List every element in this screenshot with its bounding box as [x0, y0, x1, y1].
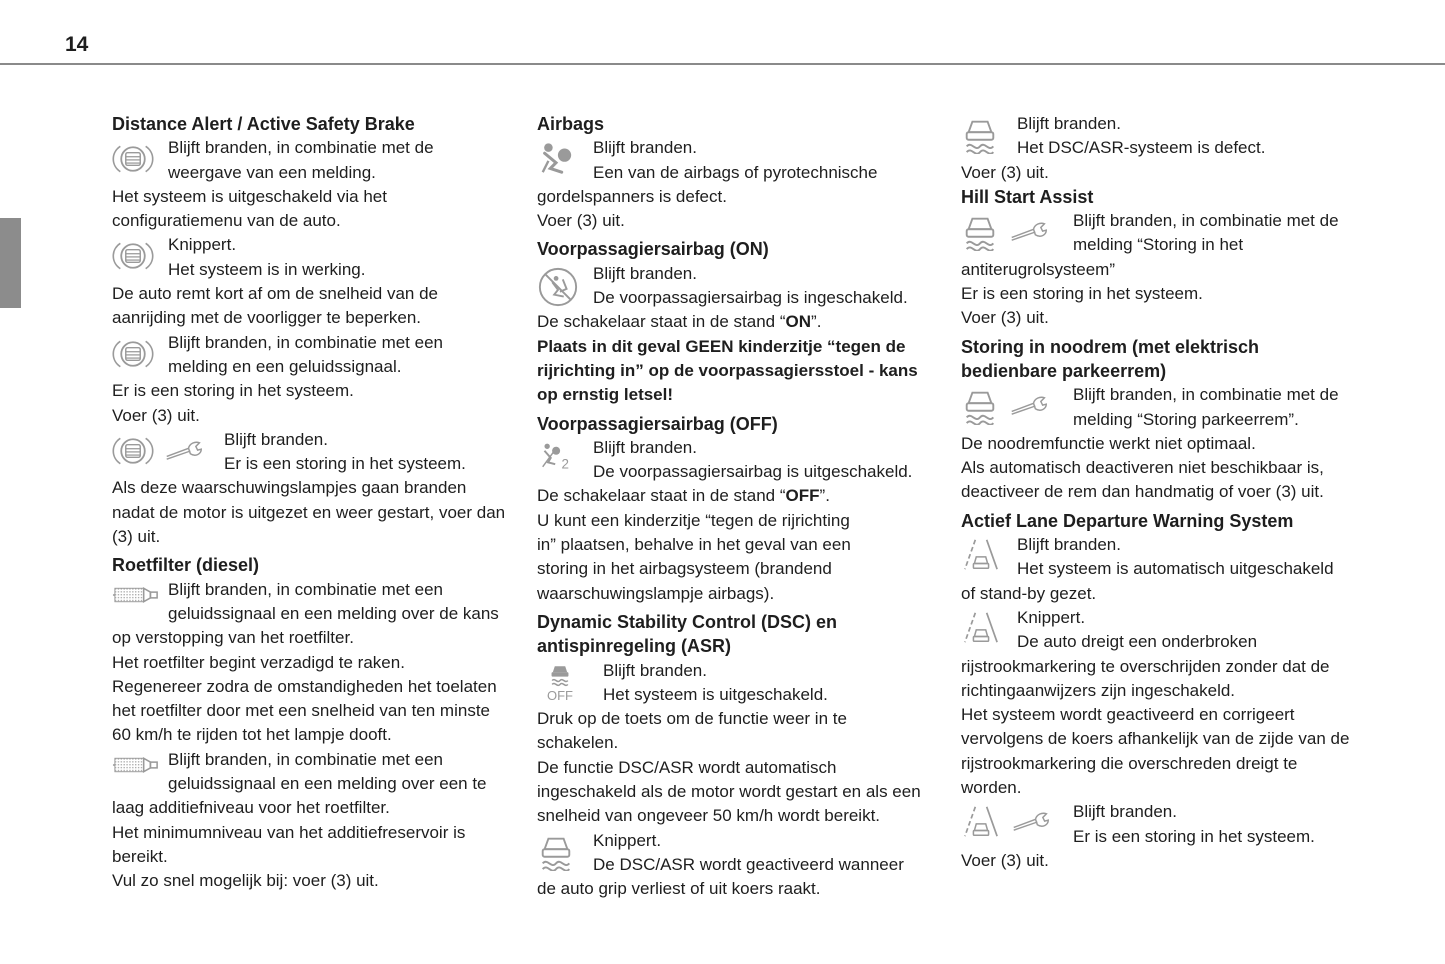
airbag-on-switch-text: De schakelaar staat in de stand “ON”.	[537, 312, 822, 332]
soot-filter-text-1c: Regenereer zodra de omstandigheden het toelaten het roetfilter door met een snelheid van ten minste 60 km/h te rijden tot het lampje dooft.	[112, 676, 497, 745]
distance-alert-text-3a: Er is een storing in het systeem.	[112, 381, 354, 401]
wrench-icon	[1009, 395, 1049, 417]
soot-filter-text-1a: op verstopping van het roetfilter.	[112, 628, 354, 648]
soot-filter-heading: Roetfilter (diesel)	[112, 555, 260, 576]
hill-start-b1-line1: Blijft branden, in combinatie met de	[1073, 211, 1339, 231]
airbag-icon	[537, 140, 575, 176]
distance-alert-row-1	[112, 136, 512, 185]
airbag-on-heading: Voorpassagiersairbag (ON)	[537, 239, 769, 260]
soot-filter-text-1b: Het roetfilter begint verzadigd te raken.	[112, 652, 405, 672]
distance-alert-text-4: Als deze waarschuwingslampjes gaan branden nadat de motor is uitgezet en weer gestart, voer dan (3) uit.	[112, 478, 506, 547]
particle-filter-icon	[112, 582, 160, 608]
section-tab	[0, 218, 21, 308]
airbag-off-b1-line1: Blijft branden.	[593, 437, 697, 457]
dsc-fault-line2: Het DSC/ASR-systeem is defect.	[1017, 138, 1266, 158]
distance-alert-row-3	[112, 331, 512, 380]
passenger-airbag-on-icon	[537, 266, 579, 308]
airbag-off-heading: Voorpassagiersairbag (OFF)	[537, 413, 778, 434]
soot-filter-row-2	[112, 748, 512, 797]
dsc-b2-line2: De DSC/ASR wordt geactiveerd wanneer	[593, 854, 904, 874]
emergency-brake-text-1b: Als automatisch deactiveren niet beschikbaar is, deactiveer de rem dan handmatig of voer (3) uit.	[961, 458, 1324, 502]
dsc-heading: Dynamic Stability Control (DSC) en antispinregeling (ASR)	[537, 611, 838, 657]
airbags-text-1a: gordelspanners is defect.	[537, 186, 727, 206]
soot-filter-text-2a: laag additiefniveau voor het roetfilter.	[112, 798, 390, 818]
lane-departure-b1-line1: Blijft branden.	[1017, 535, 1121, 555]
soot-filter-text-2c: Vul zo snel mogelijk bij: voer (3) uit.	[112, 871, 379, 891]
distance-alert-row-2	[112, 233, 512, 282]
lane-departure-b2-line2: De auto dreigt een onderbroken	[1017, 632, 1258, 652]
lane-departure-row-1	[961, 533, 1361, 582]
soot-filter-row-1	[112, 578, 512, 627]
distance-alert-b4-line2: Er is een storing in het systeem.	[224, 454, 466, 474]
header-rule	[0, 63, 1445, 65]
column-right	[961, 112, 1361, 873]
airbag-on-b1-line2: De voorpassagiersairbag is ingeschakeld.	[593, 288, 908, 308]
hill-start-row-1	[961, 209, 1361, 258]
emergency-brake-b1-line2: melding “Storing parkeerrem”.	[1073, 409, 1299, 429]
lane-departure-icon	[961, 537, 1001, 573]
wrench-icon	[1011, 811, 1051, 833]
dsc-b1-line1: Blijft branden.	[603, 660, 707, 680]
airbags-text-1b: Voer (3) uit.	[537, 211, 625, 231]
soot-filter-text-2b: Het minimumniveau van het additiefreservoir is bereikt.	[112, 822, 466, 866]
distance-alert-b2-line1: Knippert.	[168, 235, 237, 255]
dsc-fault-line1: Blijft branden.	[1017, 114, 1121, 133]
lane-departure-heading: Actief Lane Departure Warning System	[961, 510, 1294, 531]
emergency-brake-b1-line1: Blijft branden, in combinatie met de	[1073, 385, 1339, 405]
distance-alert-row-4	[112, 428, 512, 477]
wrench-icon	[164, 440, 204, 462]
lane-departure-row-3	[961, 800, 1361, 849]
dsc-off-icon	[547, 663, 573, 689]
soot-filter-b2-line2: geluidssignaal en een melding over een te	[168, 774, 487, 794]
brake-warning-icon	[112, 335, 154, 373]
airbags-heading: Airbags	[537, 114, 605, 134]
airbags-b1-line1: Blijft branden.	[593, 138, 697, 158]
emergency-brake-text-1a: De noodremfunctie werkt niet optimaal.	[961, 433, 1256, 453]
hill-start-heading: Hill Start Assist	[961, 186, 1094, 207]
airbag-on-warning: Plaats in dit geval GEEN kinderzitje “tegen de rijrichting in” op de voorpassagiersstoel - kans op ernstig letsel!	[537, 336, 918, 405]
lane-departure-text-3: Voer (3) uit.	[961, 850, 1049, 870]
distance-alert-b1-line2: weergave van een melding.	[168, 162, 376, 182]
dsc-row-2	[537, 829, 932, 878]
airbag-off-row-1	[537, 436, 932, 485]
emergency-brake-row-1	[961, 383, 1361, 432]
lane-departure-b1-line2: Het systeem is automatisch uitgeschakeld	[1017, 559, 1334, 579]
dsc-fault-row	[961, 112, 1361, 161]
airbag-off-switch-text: De schakelaar staat in de stand “OFF”.	[537, 486, 830, 506]
lane-departure-icon	[961, 804, 1001, 840]
soot-filter-b1-line1: Blijft branden, in combinatie met een	[168, 579, 443, 599]
distance-alert-heading: Distance Alert / Active Safety Brake	[112, 114, 415, 134]
dsc-fault-text: Voer (3) uit.	[961, 162, 1049, 182]
lane-departure-text-1: of stand-by gezet.	[961, 583, 1097, 603]
dsc-icon	[537, 833, 575, 871]
dsc-b1-line2: Het systeem is uitgeschakeld.	[603, 684, 828, 704]
brake-warning-icon	[112, 237, 154, 275]
lane-departure-row-2	[961, 606, 1361, 655]
dsc-text-1a: Druk op de toets om de functie weer in te schakelen.	[537, 709, 847, 753]
lane-departure-b2-line1: Knippert.	[1017, 607, 1086, 627]
distance-alert-text-2: De auto remt kort af om de snelheid van de aanrijding met de voorligger te beperken.	[112, 284, 439, 328]
distance-alert-b4-line1: Blijft branden.	[224, 429, 328, 449]
lane-departure-text-2a: rijstrookmarkering te overschrijden zonder dat de richtingaanwijzers zijn ingeschakeld.	[961, 656, 1330, 700]
brake-warning-icon	[112, 432, 154, 470]
page-number: 14	[65, 33, 89, 56]
distance-alert-b3-line2: melding en een geluidssignaal.	[168, 356, 402, 376]
hill-start-text-1c: Voer (3) uit.	[961, 308, 1049, 328]
dsc-icon	[961, 387, 999, 425]
brake-warning-icon	[112, 140, 154, 178]
dsc-off-label: OFF	[547, 687, 573, 703]
soot-filter-b1-line2: geluidssignaal en een melding over de kans	[168, 603, 499, 623]
lane-departure-text-2b: Het systeem wordt geactiveerd en corrigeert vervolgens de koers afhankelijk van de zijde van de rijstrookmarkering die overschreden dreigt te worden.	[961, 705, 1350, 798]
distance-alert-text-3b: Voer (3) uit.	[112, 405, 200, 425]
column-left	[112, 112, 512, 894]
soot-filter-b2-line1: Blijft branden, in combinatie met een	[168, 749, 443, 769]
passenger-airbag-off-icon	[537, 440, 577, 474]
airbag-off-text-2: U kunt een kinderzitje “tegen de rijrichting in” plaatsen, behalve in het geval van een storing in het airbagsysteem (brandend waarschuwingslampje airbags).	[537, 510, 851, 603]
distance-alert-b1-line1: Blijft branden, in combinatie met de	[168, 138, 434, 158]
lane-departure-b3-line1: Blijft branden.	[1073, 802, 1177, 822]
wrench-icon	[1009, 221, 1049, 243]
airbags-b1-line2: Een van de airbags of pyrotechnische	[593, 162, 878, 182]
dsc-b2-line1: Knippert.	[593, 830, 662, 850]
airbag-on-row-1	[537, 262, 932, 311]
dsc-text-1b: De functie DSC/ASR wordt automatisch ingeschakeld als de motor wordt gestart en als een snelheid van ongeveer 50 km/h wordt bereikt.	[537, 757, 921, 826]
distance-alert-b2-line2: Het systeem is in werking.	[168, 259, 366, 279]
distance-alert-b3-line1: Blijft branden, in combinatie met een	[168, 332, 443, 352]
hill-start-text-1b: Er is een storing in het systeem.	[961, 284, 1203, 304]
lane-departure-b3-line2: Er is een storing in het systeem.	[1073, 826, 1315, 846]
lane-departure-icon	[961, 610, 1001, 646]
dsc-icon	[961, 213, 999, 251]
dsc-text-2: de auto grip verliest of uit koers raakt.	[537, 879, 821, 899]
hill-start-text-1a: antiterugrolsysteem”	[961, 259, 1116, 279]
emergency-brake-heading: Storing in noodrem (met elektrisch bedienbare parkeerrem)	[961, 336, 1260, 381]
airbags-row-1	[537, 136, 932, 185]
distance-alert-text-1: Het systeem is uitgeschakeld via het configuratiemenu van de auto.	[112, 186, 387, 231]
airbag-off-b1-line2: De voorpassagiersairbag is uitgeschakeld.	[593, 462, 913, 482]
column-middle	[537, 112, 932, 902]
hill-start-b1-line2: melding “Storing in het	[1073, 235, 1244, 255]
dsc-icon	[961, 116, 999, 154]
airbag-on-b1-line1: Blijft branden.	[593, 263, 697, 283]
dsc-row-1	[537, 659, 932, 708]
particle-filter-icon	[112, 752, 160, 778]
